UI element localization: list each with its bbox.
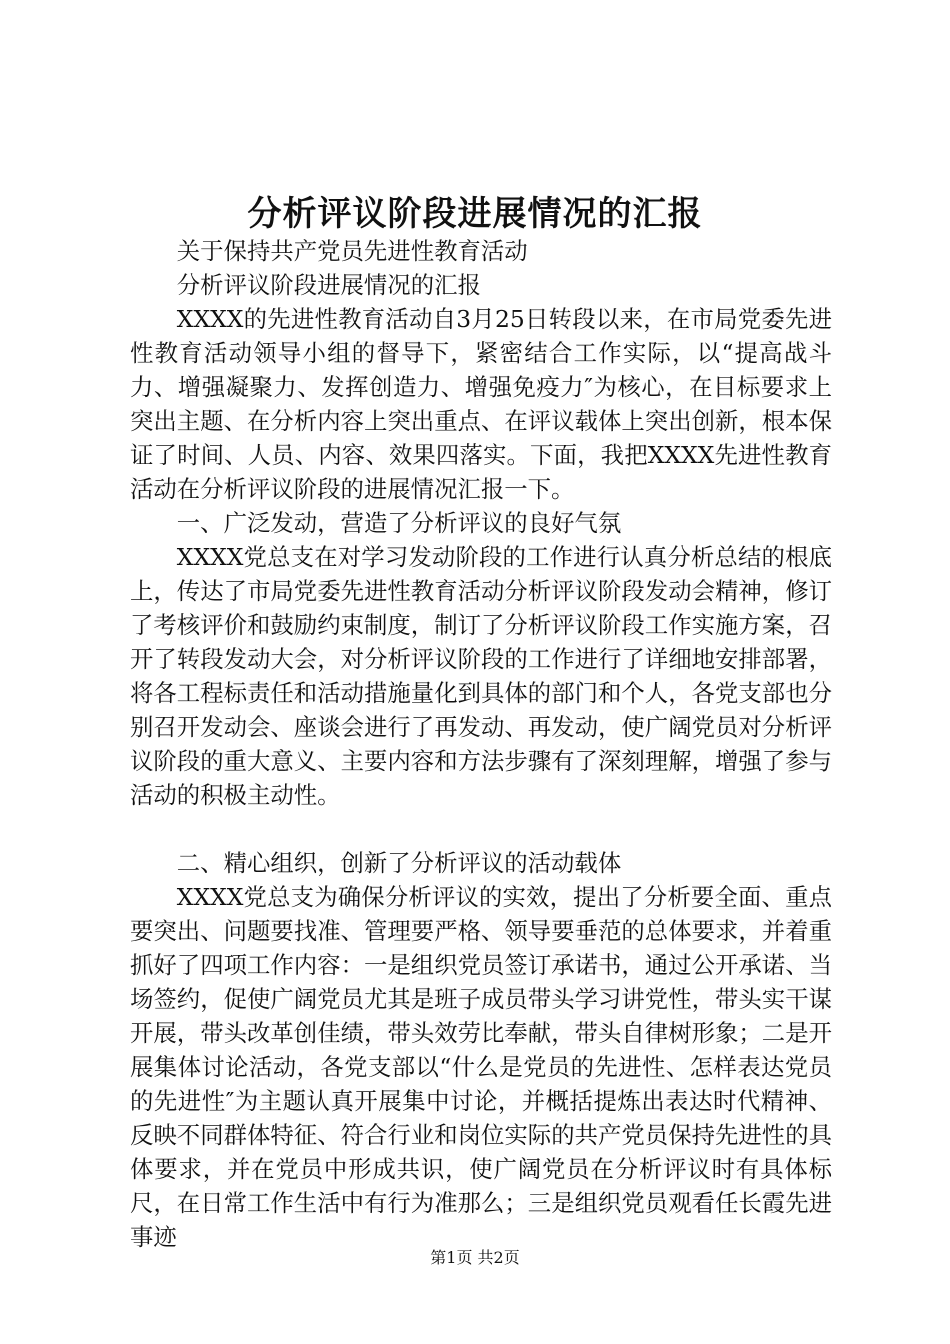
intro-paragraph: XXXX的先进性教育活动自3月25日转段以来，在市局党委先进性教育活动领导小组的督导下，紧密结合工作实际，以“提高战斗力、增强凝聚力、发挥创造力、增强免疫力″为核心，在目标要求上突出主题、在分析内容上突出重点、在评议载体上突出创新，根本保证了时间、人员、内容、效果四落实。下面，我把XXXX先进性教育活动在分析评议阶段的进展情况汇报一下。 bbox=[130, 305, 832, 503]
document-body bbox=[130, 234, 832, 1254]
page-number-footer: 第1页 共2页 bbox=[430, 1248, 520, 1267]
section-heading-2: 二、精心组织，创新了分析评议的活动载体 bbox=[176, 849, 622, 877]
paragraph-gap bbox=[130, 812, 832, 846]
section-2-paragraph: XXXX党总支为确保分析评议的实效，提出了分析要全面、重点要突出、问题要找准、管理要严格、领导要垂范的总体要求，并着重抓好了四项工作内容：一是组织党员签订承诺书，通过公开承诺、当场签约，促使广阔党员尤其是班子成员带头学习讲党性，带头实干谋开展，带头改革创佳绩，带头效劳比奉献，带头自律树形象；二是开展集体讨论活动，各党支部以“什么是党员的先进性、怎样表达党员的先进性″为主题认真开展集中讨论，并概括提炼出表达时代精神、反映不同群体特征、符合行业和岗位实际的共产党员保持先进性的具体要求，并在党员中形成共识，使广阔党员在分析评议时有具体标尺，在日常工作生活中有行为准那么；三是组织党员观看任长霞先进事迹 bbox=[130, 883, 832, 1251]
subtitle-line-2: 分析评议阶段进展情况的汇报 bbox=[176, 271, 481, 299]
document-title: 分析评议阶段进展情况的汇报 bbox=[247, 194, 703, 234]
subtitle-line-1: 关于保持共产党员先进性教育活动 bbox=[176, 237, 528, 265]
section-heading-1: 一、广泛发动，营造了分析评议的良好气氛 bbox=[176, 509, 622, 537]
section-1-paragraph: XXXX党总支在对学习发动阶段的工作进行认真分析总结的根底上，传达了市局党委先进性教育活动分析评议阶段发动会精神，修订了考核评价和鼓励约束制度，制订了分析评议阶段工作实施方案，召开了转段发动大会，对分析评议阶段的工作进行了详细地安排部署，将各工程标责任和活动措施量化到具体的部门和个人，各党支部也分别召开发动会、座谈会进行了再发动、再发动，使广阔党员对分析评议阶段的重大意义、主要内容和方法步骤有了深刻理解，增强了参与活动的积极主动性。 bbox=[130, 543, 832, 809]
